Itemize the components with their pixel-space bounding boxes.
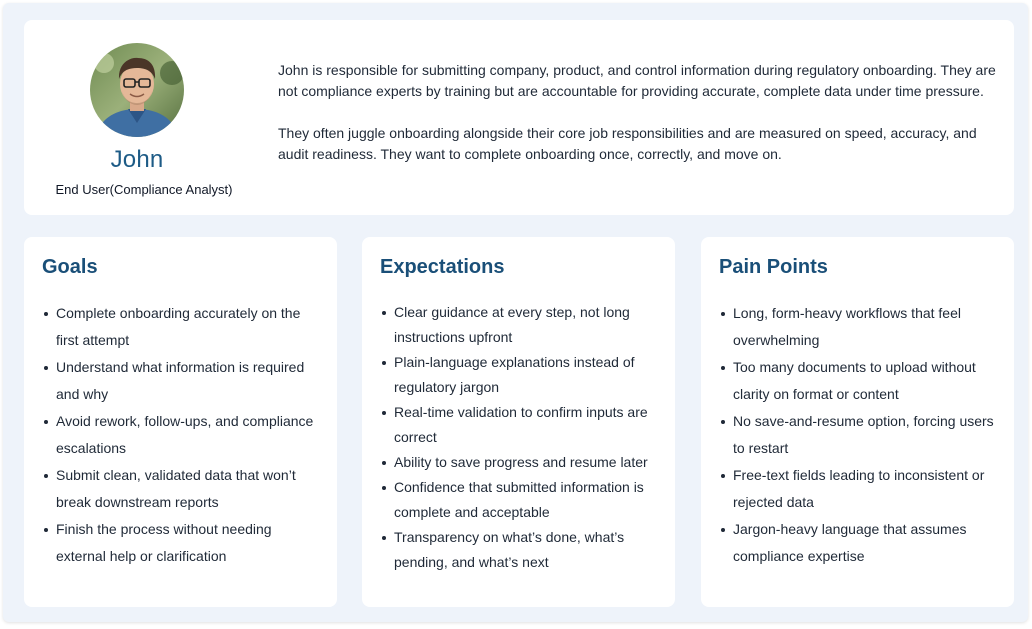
expectation-item: Ability to save progress and resume later <box>380 450 662 475</box>
goal-item: Finish the process without needing external help or clarification <box>42 516 324 570</box>
expectation-item: Real-time validation to confirm inputs are correct <box>380 400 662 450</box>
persona-avatar <box>90 43 184 137</box>
pain-points-list <box>719 300 1001 570</box>
expectations-list <box>380 300 662 575</box>
pain-points-card <box>701 237 1014 607</box>
pain-point-item: Long, form-heavy workflows that feel overwhelming <box>719 300 1001 354</box>
pain-point-item: Too many documents to upload without clarity on format or content <box>719 354 1001 408</box>
goals-card <box>24 237 337 607</box>
persona-name: John <box>110 146 164 173</box>
persona-photo <box>90 43 184 137</box>
expectation-item: Confidence that submitted information is complete and acceptable <box>380 475 662 525</box>
expectations-heading: Expectations <box>380 256 505 278</box>
expectation-item: Plain-language explanations instead of regulatory jargon <box>380 350 662 400</box>
expectations-card <box>362 237 675 607</box>
persona-bio <box>278 60 998 186</box>
expectation-item: Transparency on what’s done, what’s pending, and what’s next <box>380 525 662 575</box>
persona-board <box>3 3 1028 622</box>
goals-heading: Goals <box>42 256 98 278</box>
persona-profile-card <box>24 20 1014 215</box>
pain-points-heading: Pain Points <box>719 256 828 278</box>
goal-item: Submit clean, validated data that won’t break downstream reports <box>42 462 324 516</box>
goal-item: Understand what information is required and why <box>42 354 324 408</box>
expectation-item: Clear guidance at every step, not long instructions upfront <box>380 300 662 350</box>
goal-item: Avoid rework, follow-ups, and compliance escalations <box>42 408 324 462</box>
pain-point-item: Jargon-heavy language that assumes compliance expertise <box>719 516 1001 570</box>
pain-point-item: Free-text fields leading to inconsistent or rejected data <box>719 462 1001 516</box>
goal-item: Complete onboarding accurately on the first attempt <box>42 300 324 354</box>
bio-paragraph: They often juggle onboarding alongside their core job responsibilities and are measured on speed, accuracy, and audit readiness. They want to complete onboarding once, correctly, and move on. <box>278 125 977 162</box>
goals-list <box>42 300 324 570</box>
persona-role: End User(Compliance Analyst) <box>55 182 233 197</box>
pain-point-item: No save-and-resume option, forcing users to restart <box>719 408 1001 462</box>
bio-paragraph: John is responsible for submitting company, product, and control information during regulatory onboarding. They are not compliance experts by training but are accountable for providing accurate, complete data under time pressure. <box>278 62 996 99</box>
